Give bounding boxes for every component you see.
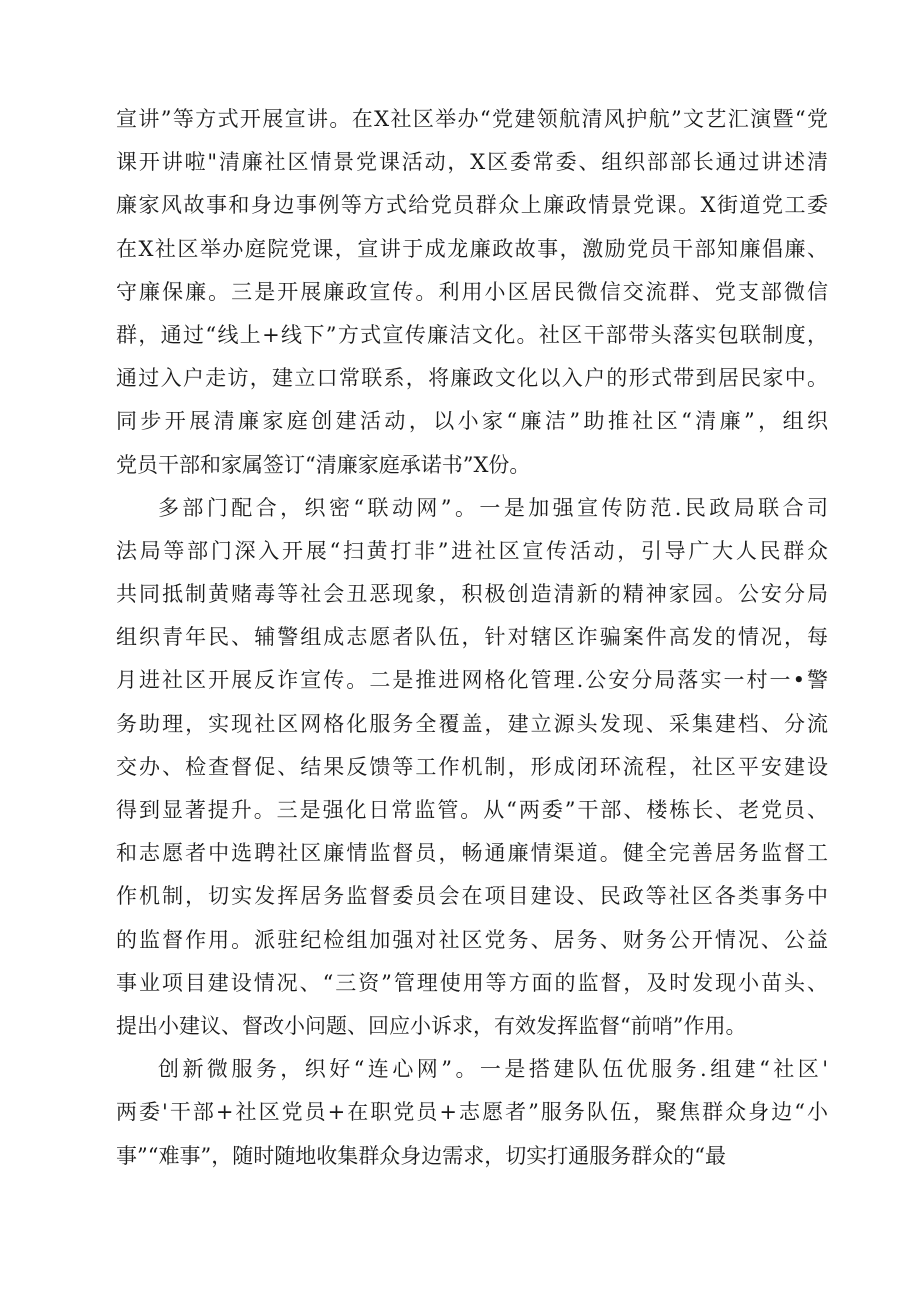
text-line: 廉家风故事和身边事例等方式给党员群众上廉政情景党课。X街道党工委 <box>116 193 828 218</box>
text-line: 共同抵制黄赌毒等社会丑恶现象，积极创造清新的精神家园。公安分局 <box>116 582 828 607</box>
document-body <box>116 98 828 1178</box>
text-line: 和志愿者中选聘社区廉情监督员，畅通廉情渠道。健全完善居务监督工 <box>116 841 828 866</box>
text-line: 党员干部和家属签订“清廉家庭承诺书”X份。 <box>116 452 531 477</box>
paragraph <box>116 98 828 487</box>
text-line: 课开讲啦"清廉社区情景党课活动，X区委常委、组织部部长通过讲述清 <box>116 150 828 175</box>
text-line: 创新微服务，织好“连心网”。一是搭建队伍优服务.组建“社区' <box>158 1057 828 1082</box>
text-line: 月进社区开展反诈宣传。二是推进网格化管理.公安分局落实一村一•警 <box>116 668 828 693</box>
text-line: 同步开展清廉家庭创建活动，以小家“廉洁”助推社区“清廉”，组织 <box>116 409 828 434</box>
text-line: 宣讲”等方式开展宣讲。在X社区举办“党建领航清风护航”文艺汇演暨“党 <box>116 107 828 131</box>
text-line: 两委'干部+社区党员+在职党员+志愿者”服务队伍，聚焦群众身边“小 <box>116 1100 828 1125</box>
text-line: 通过入户走访，建立口常联系，将廉政文化以入户的形式带到居民家中。 <box>116 366 828 391</box>
text-line: 事”“难事”，随时随地收集群众身边需求，切实打通服务群众的“最 <box>116 1143 726 1168</box>
paragraph <box>116 1048 828 1178</box>
text-line: 务助理，实现社区网格化服务全覆盖，建立源头发现、采集建档、分流 <box>116 711 828 736</box>
text-line: 交办、检查督促、结果反馈等工作机制，形成闭环流程，社区平安建设 <box>116 754 828 779</box>
text-line: 组织青年民、辅警组成志愿者队伍，针对辖区诈骗案件高发的情况，每 <box>116 625 828 650</box>
text-line: 得到显著提升。三是强化日常监管。从“两委”干部、楼栋长、老党员、 <box>116 798 828 822</box>
text-line: 多部门配合，织密“联动网”。一是加强宣传防范.民政局联合司 <box>158 495 828 520</box>
text-line: 在X社区举办庭院党课，宣讲于成龙廉政故事，激励党员干部知廉倡廉、 <box>116 236 828 261</box>
text-line: 法局等部门深入开展“扫黄打非”进社区宣传活动，引导广大人民群众 <box>116 538 828 563</box>
paragraph <box>116 487 828 1048</box>
text-line: 作机制，切实发挥居务监督委员会在项目建设、民政等社区各类事务中 <box>116 884 828 909</box>
text-line: 的监督作用。派驻纪检组加强对社区党务、居务、财务公开情况、公益 <box>116 927 828 952</box>
text-line: 提出小建议、督改小问题、回应小诉求，有效发挥监督“前哨”作用。 <box>116 1013 747 1038</box>
text-line: 群，通过“线上+线下”方式宣传廉洁文化。社区干部带头落实包联制度， <box>116 322 828 347</box>
text-line: 守廉保廉。三是开展廉政宣传。利用小区居民微信交流群、党支部微信 <box>116 279 828 304</box>
text-line: 事业项目建设情况、“三资”管理使用等方面的监督，及时发现小苗头、 <box>116 970 828 995</box>
